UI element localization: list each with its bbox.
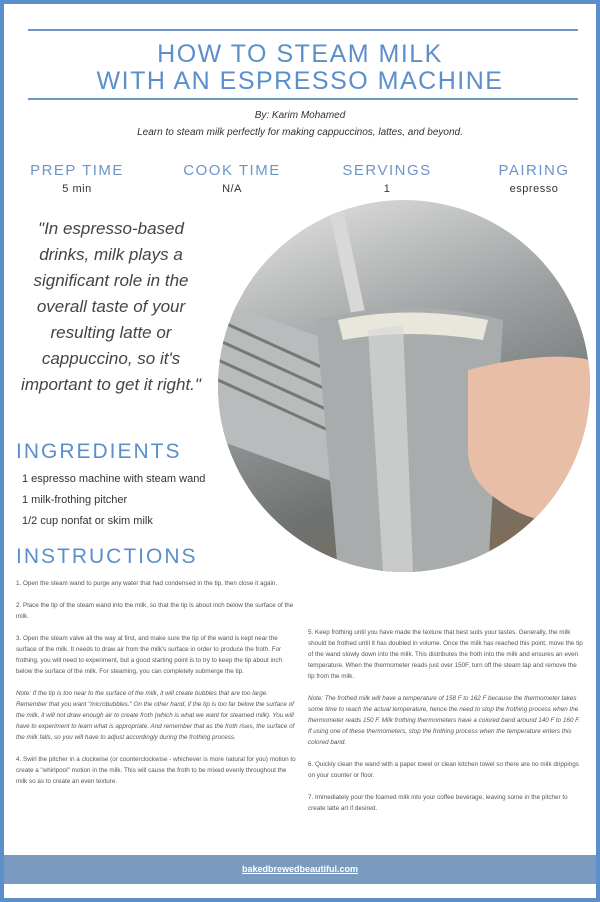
step-7: 7. Immediately pour the foamed milk into your coffee beverage, leaving some in the pitcher to create latte art if desired. [308,794,568,812]
meta-value: N/A [222,183,242,195]
step-5: 5. Keep frothing until you have made the texture that best suits your tastes. Generally, the milk should be frothed until it has doubled in volume. Once the milk has reached this point, move the tip of the wand slowly down into the milk. This distributes the froth into the milk and ensures an even temperature. When the thermometer reads just over 150F, turn off the steam tap and remove the tip from the milk. [308,629,583,680]
ingredient-item: 1/2 cup nonfat or skim milk [22,515,153,527]
instructions-left-column [16,578,296,798]
recipe-card [4,4,596,898]
page-title [4,41,596,95]
pull-quote: "In espresso-based drinks, milk plays a significant role in the overall taste of your resulting latte or cappuccino, so it's important to get it right." [21,219,201,394]
meta-value: espresso [509,183,559,195]
meta-pairing [469,162,599,195]
step-4: 4. Swirl the pitcher in a clockwise (or counterclockwise - whichever is more natural for you) motion to create a "whirlpool" motion in the milk. This will cause the froth to be mixed evenly throughout the milk so as to create an even texture. [16,756,296,785]
step-3-note: Note: If the tip is too near to the surface of the milk, it will create bubbles that are too large. Remember that you want "microbubbles." On the other hand, if the tip is too far below the surface of the milk, it will not draw enough air to create froth (which is what we want for steamed milk). You will have to experiment to learn what is appropriate. And remember that as the froth rises, the surface of the milk falls, so you will have to adjust accordingly during the frothing process. [16,690,295,741]
byline: By: Karim Mohamed [254,110,346,121]
website-link[interactable]: bakedbrewedbeautiful.com [241,864,359,874]
instructions-right-column [308,627,584,825]
step-6: 6. Quickly clean the wand with a paper towel or clean kitchen towel so there are no milk drippings on your counter or floor. [308,761,579,779]
description: Learn to steam milk perfectly for making cappuccinos, lattes, and beyond. [137,127,463,138]
meta-value: 1 [383,183,391,195]
milk-pitcher-photo [218,200,590,572]
title-line-1: HOW TO STEAM MILK [157,40,443,68]
meta-label: PREP TIME [30,162,124,179]
meta-label: PAIRING [498,162,570,179]
ingredient-item: 1 espresso machine with steam wand [22,473,206,485]
meta-servings [322,162,452,195]
meta-value: 5 min [62,183,92,195]
step-3: 3. Open the steam valve all the way at first, and make sure the tip of the wand is kept near the surface of the milk. It needs to draw air from the milk's surface in order to produce the froth. For frothing, you will need to experiment, but a good starting point is to try to keep the tip about inch below the surface of the milk. For steaming, you can completely submerge the tip. [16,635,283,675]
divider [28,29,578,31]
ingredient-item: 1 milk-frothing pitcher [22,494,128,506]
meta-label: COOK TIME [183,162,281,179]
footer-bar [4,855,596,884]
meta-label: SERVINGS [342,162,432,179]
meta-cook [167,162,297,195]
meta-prep [12,162,142,195]
ingredients-heading: INGREDIENTS [16,440,182,463]
step-5-note: Note: The frothed milk will have a temperature of 158 F to 162 F because the thermometer takes some time to reach the actual temperature, hence the need to stop the frothing process when the thermometer reads 150 F. Milk frothing thermometers have a colored band around 140 F to 160 F. If using one of these thermometers, stop the frothing process when the temperature enters this colored band. [308,695,580,746]
step-1: 1. Open the steam wand to purge any water that had condensed in the tip, then close it again. [16,580,278,587]
instructions-heading: INSTRUCTIONS [16,545,198,568]
step-2: 2. Place the tip of the steam wand into the milk, so that the tip is about inch below the surface of the milk. [16,602,294,620]
title-line-2: WITH AN ESPRESSO MACHINE [96,67,504,95]
divider [28,98,578,100]
